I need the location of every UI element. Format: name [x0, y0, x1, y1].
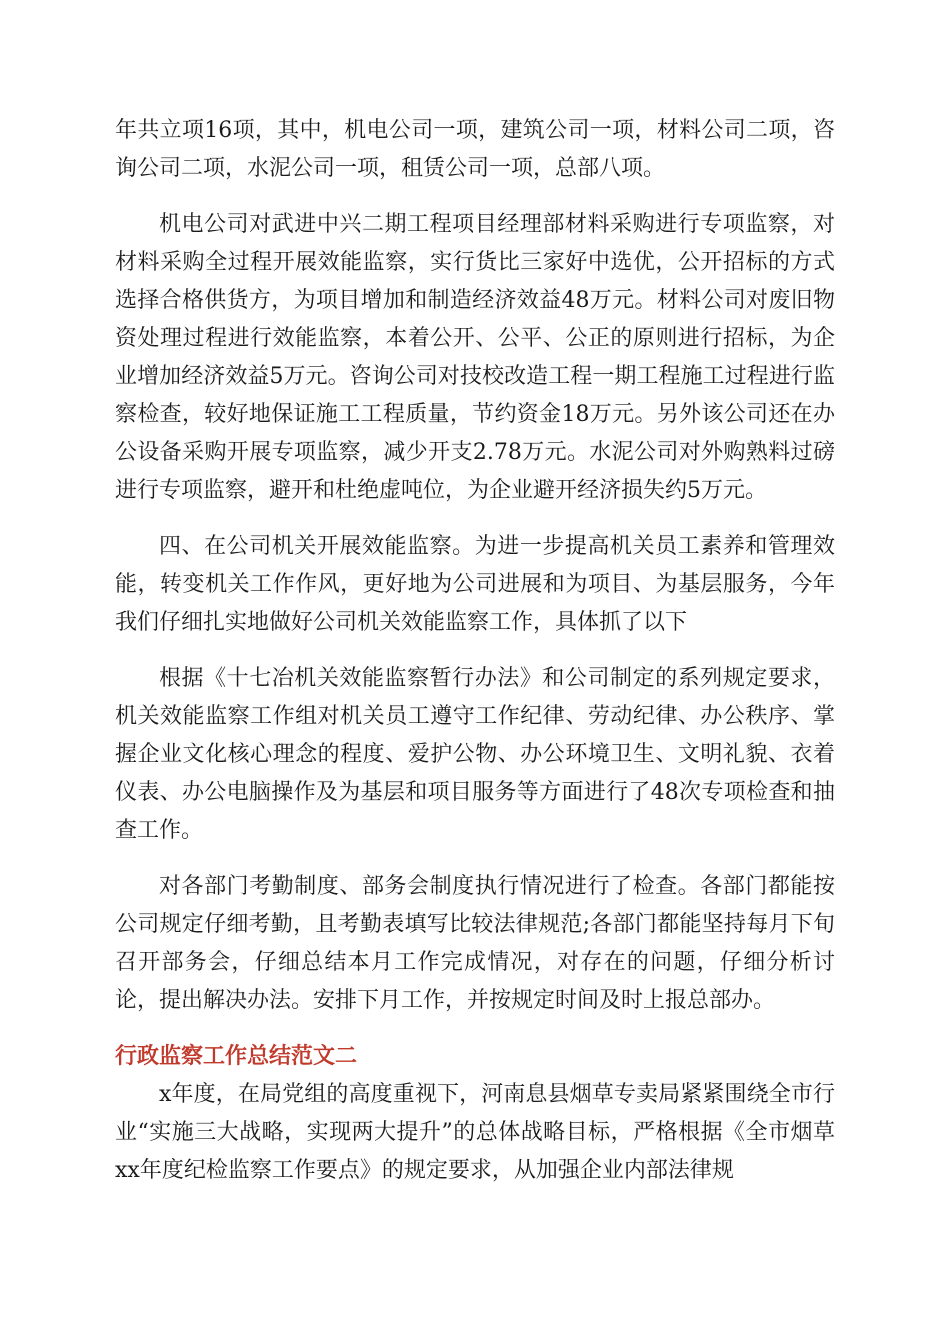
document-body — [115, 112, 835, 1190]
paragraph-inspection-rules: 根据《十七冶机关效能监察暂行办法》和公司制定的系列规定要求，机关效能监察工作组对机关员工遵守工作纪律、劳动纪律、办公秩序、掌握企业文化核心理念的程度、爱护公物、办公环境卫生、文明礼貌、衣着仪表、办公电脑操作及为基层和项目服务等方面进行了48次专项检查和抽查工作。 — [115, 666, 835, 843]
paragraph-attendance-check: 对各部门考勤制度、部务会制度执行情况进行了检查。各部门都能按公司规定仔细考勤，且考勤表填写比较法律规范;各部门都能坚持每月下旬召开部务会，仔细总结本月工作完成情况，对存在的问题，仔细分析讨论，提出解决办法。安排下月工作，并按规定时间及时上报总部办。 — [115, 874, 835, 1013]
section-heading: 行政监察工作总结范文二 — [115, 1044, 358, 1069]
paragraph-section-intro: x年度，在局党组的高度重视下，河南息县烟草专卖局紧紧围绕全市行业“实施三大战略，实现两大提升”的总体战略目标，严格根据《全市烟草xx年度纪检监察工作要点》的规定要求，从加强企业内部法律规 — [115, 1082, 835, 1183]
paragraph-company-supervision: 机电公司对武进中兴二期工程项目经理部材料采购进行专项监察，对材料采购全过程开展效能监察，实行货比三家好中选优，公开招标的方式选择合格供货方，为项目增加和制造经济效益48万元。材料公司对废旧物资处理过程进行效能监察，本着公开、公平、公正的原则进行招标，为企业增加经济效益5万元。咨询公司对技校改造工程一期工程施工过程进行监察检查，较好地保证施工工程质量，节约资金18万元。另外该公司还在办公设备采购开展专项监察，减少开支2.78万元。水泥公司对外购熟料过磅进行专项监察，避开和杜绝虚吨位，为企业避开经济损失约5万元。 — [115, 212, 835, 503]
paragraph-project-count: 年共立项16项，其中，机电公司一项，建筑公司一项，材料公司二项，咨询公司二项，水泥公司一项，租赁公司一项，总部八项。 — [115, 118, 835, 181]
paragraph-office-supervision: 四、在公司机关开展效能监察。为进一步提高机关员工素养和管理效能，转变机关工作作风，更好地为公司进展和为项目、为基层服务，今年我们仔细扎实地做好公司机关效能监察工作，具体抓了以下 — [115, 534, 835, 635]
